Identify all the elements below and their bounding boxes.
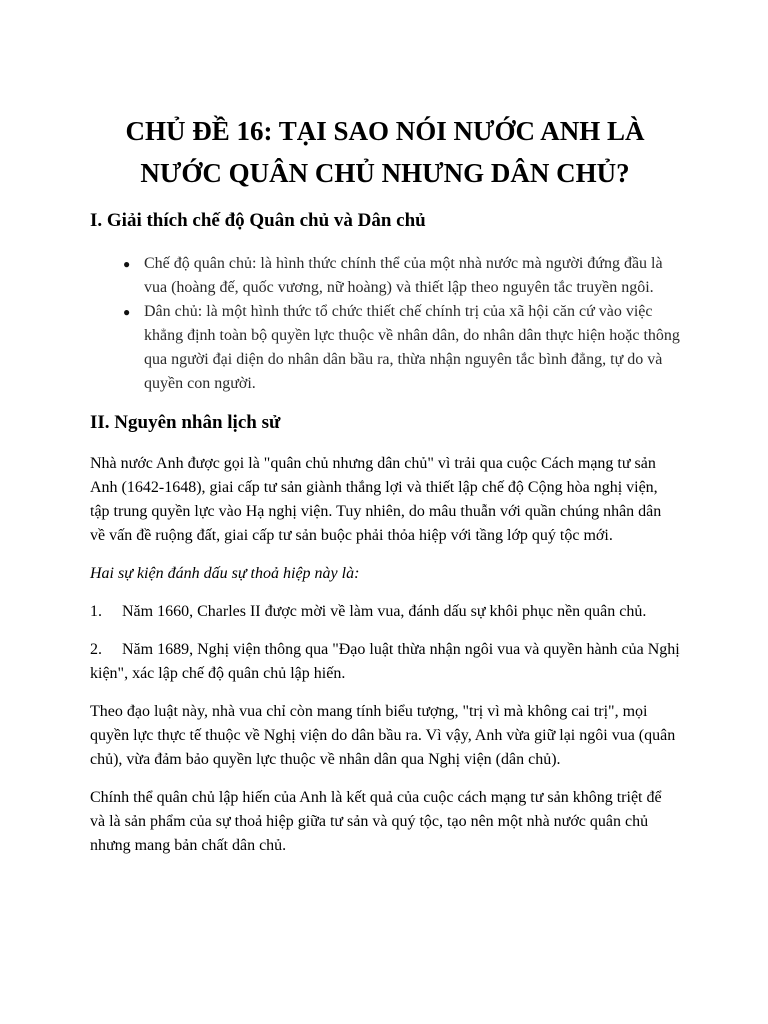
event-text: Năm 1660, Charles II được mời về làm vua, đánh dấu sự khôi phục nền quân chủ. [122, 603, 647, 620]
bullet-icon: ● [123, 257, 131, 271]
event-number: 2. [90, 641, 102, 658]
explanation-paragraph: Theo đạo luật này, nhà vua chỉ còn mang tính biểu tượng, "trị vì mà không cai trị", mọi quyền lực thực tế thuộc về Nghị viện do dân bầu ra. Vì vậy, Anh vừa giữ lại ngôi vua (quân chủ), vừa đảm bảo quyền lực thuộc về nhân dân qua Nghị viện (dân chủ). [90, 703, 676, 768]
section-1-heading: I. Giải thích chế độ Quân chủ và Dân chủ [90, 210, 426, 231]
list-item [90, 252, 680, 300]
intro-paragraph: Nhà nước Anh được gọi là "quân chủ nhưng dân chủ" vì trải qua cuộc Cách mạng tư sản Anh (1642-1648), giai cấp tư sản giành thắng lợi và thiết lập chế độ Cộng hòa nghị viện, tập trung quyền lực vào Hạ nghị viện. Tuy nhiên, do mâu thuẫn với quần chúng nhân dân về vấn đề ruộng đất, giai cấp tư sản buộc phải thỏa hiệp với tầng lớp quý tộc mới. [90, 455, 662, 544]
definitions-list [90, 252, 680, 396]
event-number: 1. [90, 603, 102, 620]
document-page [90, 110, 680, 872]
definition-democracy: Dân chủ: là một hình thức tổ chức thiết chế chính trị của xã hội căn cứ vào việc khẳng định toàn bộ quyền lực thuộc về nhân dân, do nhân dân thực hiện hoặc thông qua người đại diện do nhân dân bầu ra, thừa nhận nguyên tắc bình đẳng, tự do và quyền con người. [144, 303, 680, 392]
document-title: CHỦ ĐỀ 16: TẠI SAO NÓI NƯỚC ANH LÀ NƯỚC QUÂN CHỦ NHƯNG DÂN CHỦ? [125, 116, 645, 188]
bullet-icon: ● [123, 305, 131, 319]
event-item-1 [90, 600, 680, 624]
event-item-2 [90, 638, 680, 686]
conclusion-paragraph: Chính thể quân chủ lập hiến của Anh là kết quả của cuộc cách mạng tư sản không triệt để và là sản phẩm của sự thoả hiệp giữa tư sản và quý tộc, tạo nên một nhà nước quân chủ nhưng mang bản chất dân chủ. [90, 789, 662, 854]
events-intro: Hai sự kiện đánh dấu sự thoả hiệp này là: [90, 565, 360, 582]
list-item [90, 300, 680, 396]
definition-monarchy: Chế độ quân chủ: là hình thức chính thể của một nhà nước mà người đứng đầu là vua (hoàng đế, quốc vương, nữ hoàng) và thiết lập theo nguyên tắc truyền ngôi. [144, 255, 663, 296]
section-2-heading: II. Nguyên nhân lịch sử [90, 412, 281, 433]
event-text: Năm 1689, Nghị viện thông qua "Đạo luật thừa nhận ngôi vua và quyền hành của Nghị kiện", xác lập chế độ quân chủ lập hiến. [90, 641, 680, 682]
